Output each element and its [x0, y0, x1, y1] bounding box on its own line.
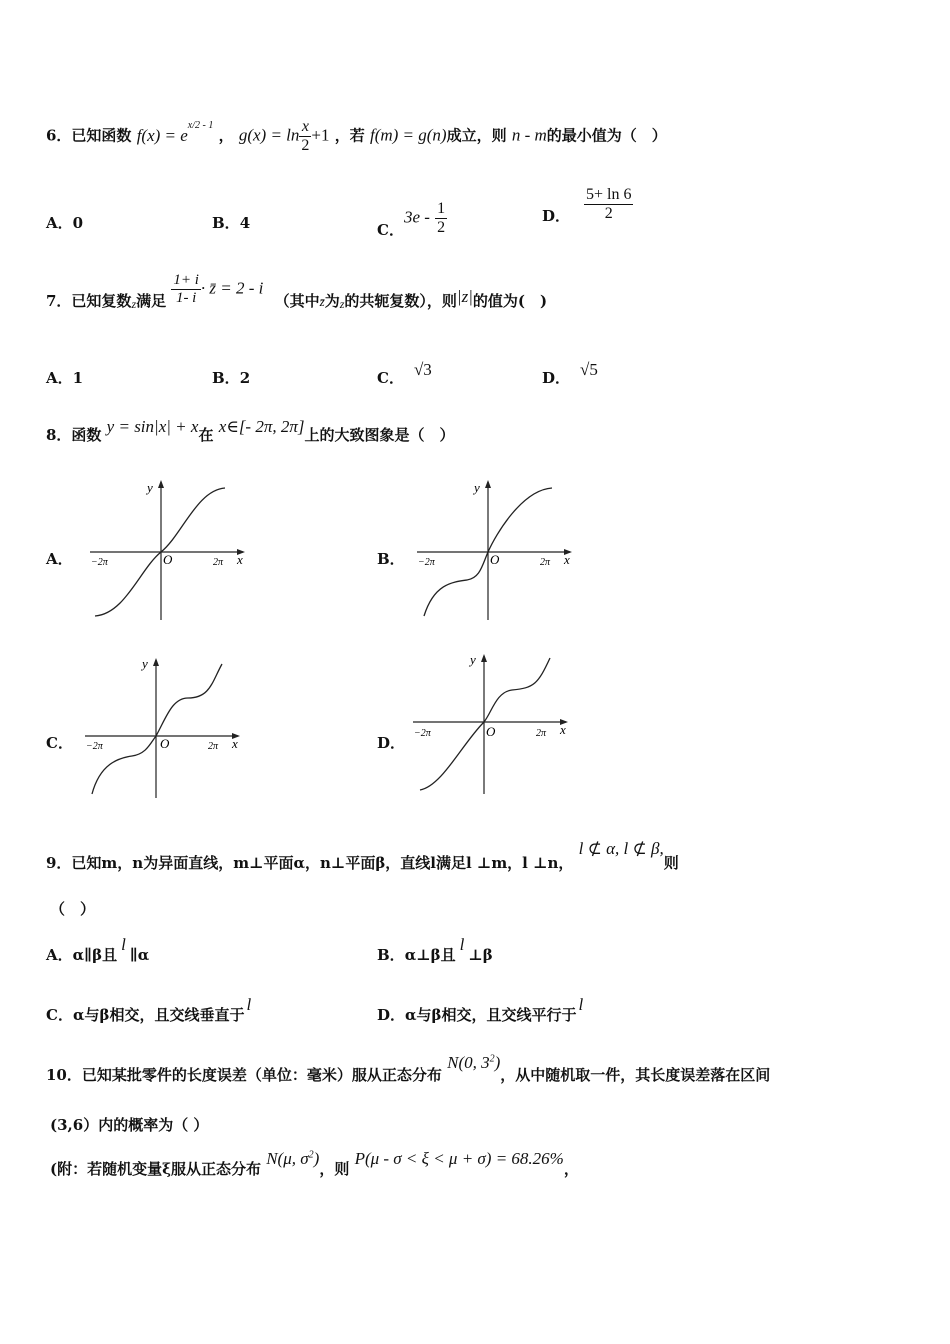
q10-line3 [50, 1148, 579, 1178]
origin-label: O [486, 724, 496, 739]
q7-stem [46, 272, 548, 311]
q6-g-plus: +1 [311, 125, 330, 145]
q8-func: y = sin|x| + x [106, 417, 199, 436]
q7-tail: 的值为( ) [472, 291, 548, 310]
q6-expr: n - m [511, 125, 547, 145]
q10-line3-b: ，则 [319, 1160, 350, 1178]
q9-option-c: C．α与β相交，且交线垂直于l [46, 995, 252, 1024]
q8-graph-a [85, 474, 260, 624]
q7-option-b: B．2 [212, 369, 251, 387]
x-label: x [232, 736, 238, 751]
q7-eq: · z̄ = 2 - i [200, 278, 264, 298]
q6-cond: f(m) = g(n) [369, 125, 447, 145]
q7-option-c: C． √3 [377, 360, 432, 387]
q9-stem [46, 838, 679, 872]
pos-tick: 2π [213, 557, 224, 568]
q8-prefix: 8．函数 [46, 426, 102, 444]
q6-f-def: $f(x) = e^{x/2 - 1}$ [136, 119, 214, 145]
y-arrow-icon [481, 654, 487, 662]
q10-line1 [46, 1052, 771, 1084]
q6-f-exp: x/2 - 1 [187, 119, 214, 131]
q6-g-def: g(x) = ln [238, 125, 300, 145]
x-label: x [237, 552, 243, 567]
q7-paren: （其中 [274, 291, 320, 310]
q8-on: 在 [198, 426, 214, 444]
origin-label: O [160, 736, 170, 751]
q6-option-d: D． $\frac{5+ \ln 6}{2}$ [542, 186, 632, 225]
q9-option-b: B．α⊥β且l⊥β [377, 935, 493, 964]
q7-option-d: D． √5 [542, 360, 598, 387]
y-label: y [142, 656, 148, 671]
neg-tick: −2π [91, 557, 108, 568]
q6-comma: ， [218, 126, 234, 145]
q9-option-a: A．α∥β且l∥α [46, 935, 150, 964]
y-label: y [470, 652, 476, 667]
q10-dist: N(0, $3^2$) [447, 1053, 501, 1072]
neg-tick: −2π [414, 728, 431, 739]
y-arrow-icon [485, 480, 491, 488]
x-label: x [560, 722, 566, 737]
q6-mid: ，若 [334, 126, 365, 145]
q9-stem-text: 9．已知m，n为异面直线，m⊥平面α，n⊥平面β，直线l满足l ⊥m，l ⊥n， [46, 854, 574, 872]
pos-tick: 2π [536, 728, 547, 739]
y-arrow-icon [153, 658, 159, 666]
q8-graph-c [80, 652, 255, 802]
q7-frac: $\frac{1+ i}{1- i}$ [173, 272, 199, 306]
curve [92, 664, 222, 794]
q8-tail: 上的大致图象是（ ） [304, 426, 455, 444]
q10-line2: (3,6）内的概率为（ ） [50, 1116, 209, 1134]
q10-line1-b: ，从中随机取一件，其长度误差落在区间 [500, 1066, 771, 1084]
q6-prefix: 6．已知函数 [46, 126, 132, 145]
q10-line1-a: 10．已知某批零件的长度误差（单位：毫米）服从正态分布 [46, 1066, 442, 1084]
q7-option-a: A．1 [46, 369, 84, 387]
q7-satisfy: 满足 [136, 291, 167, 310]
origin-label: O [490, 552, 500, 567]
q8-option-c: C． [46, 734, 73, 752]
q8-option-d: D． [377, 734, 406, 752]
y-label: y [147, 480, 153, 495]
pos-tick: 2π [208, 741, 219, 752]
q6-option-c: C．3e - $\frac{1}{2}$ [377, 200, 446, 239]
q8-option-a: A． [46, 550, 73, 568]
q7-zbar: z̄ [319, 293, 325, 309]
q6-g-frac: $\frac{x}{2}$ [301, 118, 310, 154]
curve [420, 658, 550, 790]
q10-line3-a: (附：若随机变量ξ服从正态分布 [50, 1160, 261, 1178]
q10-line3-c: ， [563, 1160, 579, 1178]
q7-z: z [131, 296, 137, 311]
y-label: y [474, 480, 480, 495]
q9-cond: l ⊄ α, l ⊄ β, [578, 839, 664, 858]
q6-suffix: 成立，则 [446, 126, 507, 145]
origin-label: O [163, 552, 173, 567]
q7-conj: 的共轭复数），则 [344, 291, 457, 310]
neg-tick: −2π [86, 741, 103, 752]
pos-tick: 2π [540, 557, 551, 568]
q7-prefix: 7．已知复数 [46, 291, 132, 310]
q7-absz: |z| [456, 286, 473, 306]
y-arrow-icon [158, 480, 164, 488]
q8-domain: x∈[- 2π, 2π] [218, 417, 305, 436]
q10-prob: P(μ - σ < ξ < μ + σ) = 68.26% [354, 1149, 564, 1168]
q8-graph-b [412, 474, 587, 624]
x-label: x [564, 552, 570, 567]
q9-then: 则 [663, 854, 679, 872]
q7-is: 为 [324, 291, 340, 310]
q9-option-d: D．α与β相交，且交线平行于l [377, 995, 584, 1024]
q7-z2: z [339, 296, 345, 311]
q6-stem [46, 118, 667, 155]
q8-option-b: B． [377, 550, 405, 568]
q8-graph-d [408, 648, 583, 798]
q6-tail: 的最小值为（ ） [546, 126, 667, 145]
q8-stem [46, 416, 455, 444]
q9-paren: （ ） [50, 900, 96, 918]
q6-option-a: A．0 [46, 214, 84, 232]
q6-option-b: B．4 [212, 214, 251, 232]
neg-tick: −2π [418, 557, 435, 568]
q10-dist2: N(μ, $\sigma^2$) [266, 1149, 320, 1168]
